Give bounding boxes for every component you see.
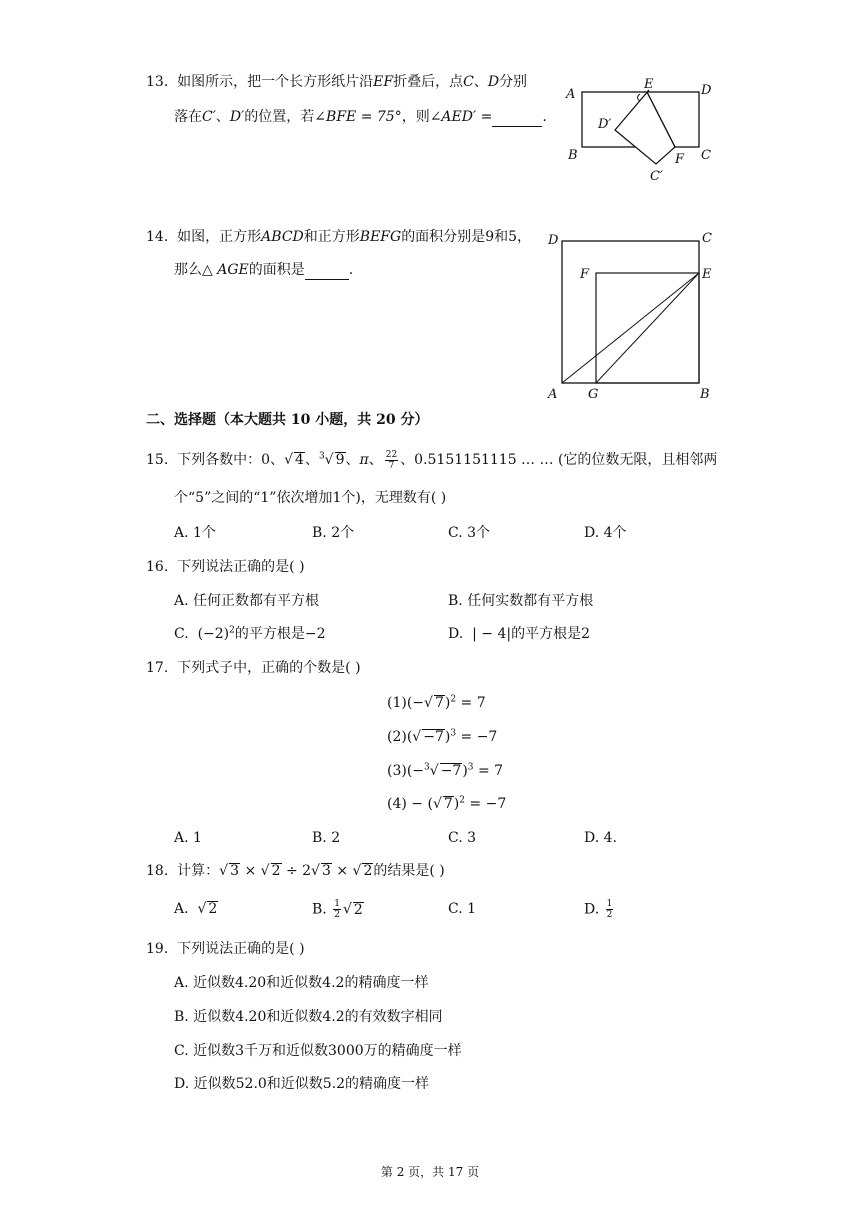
q17-option-d[interactable]: D. 4. bbox=[584, 830, 617, 846]
q16-text: 下列说法正确的是( ) bbox=[177, 559, 305, 575]
expr-part: = −7 bbox=[456, 729, 498, 745]
radicand: 7 bbox=[443, 796, 453, 812]
q18-option-d[interactable] bbox=[584, 899, 615, 920]
period: . bbox=[348, 262, 354, 278]
section-title: 二、选择题 bbox=[146, 412, 216, 428]
label-e: E bbox=[644, 77, 654, 92]
answer-blank[interactable] bbox=[492, 112, 542, 127]
expr-part: ) bbox=[444, 729, 451, 745]
separator: 、 bbox=[368, 452, 383, 468]
exponent: 2 bbox=[450, 694, 457, 705]
num-0: 0 bbox=[261, 452, 271, 468]
segment-ge bbox=[596, 273, 699, 383]
angle-aed: ∠AED′ = bbox=[429, 109, 493, 125]
q15-line1: 15. 下列各数中：0、√ 4、$^3$√ 9、π、 $\frac{22}{7}$ 、0.5151151115 … … (它的位数无限，且相邻两 bbox=[146, 449, 718, 471]
folded-flap bbox=[615, 90, 675, 164]
q13-text: 的位置，若 bbox=[244, 109, 315, 125]
q19-option-a[interactable]: A. 近似数4.20和近似数4.2的精确度一样 bbox=[174, 975, 429, 991]
operator: × bbox=[240, 863, 261, 879]
q17-expr-4: (4) − (√ 7)$^2$ = −7 bbox=[387, 795, 507, 812]
label-b: B bbox=[568, 148, 578, 163]
radicand: −7 bbox=[440, 763, 462, 779]
q16-option-c[interactable] bbox=[174, 624, 326, 644]
q15-text: 个“5”之间的“1”依次增加 bbox=[174, 490, 333, 506]
separator: 、 bbox=[270, 452, 285, 468]
q17-number: 17. bbox=[146, 660, 169, 676]
q19-number: 19. bbox=[146, 941, 169, 957]
var-abcd: ABCD bbox=[261, 229, 304, 245]
q14-figure bbox=[540, 226, 720, 406]
label-c: C bbox=[701, 148, 711, 163]
q18-option-c[interactable]: C. 1 bbox=[448, 901, 477, 917]
answer-blank[interactable] bbox=[305, 265, 349, 280]
q16-option-a[interactable]: A. 任何正数都有平方根 bbox=[174, 593, 320, 609]
expr-part: (2)( bbox=[387, 729, 413, 745]
q15-text: 个 bbox=[341, 490, 356, 506]
var-c-prime: C′ bbox=[202, 109, 216, 125]
cbrt-index: 3 bbox=[318, 451, 325, 462]
section-subtitle: （本大题共 10 小题，共 20 分） bbox=[216, 412, 429, 428]
option-label: D. bbox=[448, 626, 464, 642]
q19-stem bbox=[146, 939, 305, 959]
label-g: G bbox=[588, 387, 599, 402]
q13-line1 bbox=[146, 72, 527, 92]
q15-text: )，无理数有( ) bbox=[355, 490, 447, 506]
q18-option-b[interactable]: B. $\frac{1}{2}$ √ 2 bbox=[312, 899, 363, 920]
radicand: −7 bbox=[423, 729, 444, 745]
fraction-numerator: 1 bbox=[334, 899, 340, 909]
label-d: D bbox=[548, 233, 559, 248]
q15-number: 15. bbox=[146, 452, 169, 468]
operator: × bbox=[331, 863, 353, 879]
label-d: D bbox=[701, 83, 712, 98]
exponent: 2 bbox=[229, 625, 235, 636]
exponent: 3 bbox=[467, 762, 474, 773]
radicand: 3 bbox=[230, 863, 240, 879]
radicand: 3 bbox=[321, 863, 331, 879]
var-d: D bbox=[487, 74, 500, 90]
q18-option-a[interactable]: A. √ 2 bbox=[174, 901, 218, 917]
separator: 、 bbox=[215, 109, 230, 125]
fraction-numerator: 22 bbox=[385, 449, 398, 460]
option-label: D. bbox=[584, 901, 600, 918]
num-9: 9 bbox=[485, 229, 495, 245]
radicand: 2 bbox=[271, 863, 281, 879]
q15-text: 它的位数无限，且相邻两 bbox=[563, 452, 718, 468]
sqrt-4: 4 bbox=[295, 452, 304, 468]
var-befg: BEFG bbox=[359, 229, 402, 245]
exponent: 3 bbox=[450, 728, 457, 739]
expr-part: ) bbox=[453, 796, 460, 812]
q15-option-a[interactable]: A. 1个 bbox=[174, 525, 216, 541]
q14-text: 的面积分别是 bbox=[401, 229, 486, 245]
num-5: 5 bbox=[508, 229, 518, 245]
var-age: AGE bbox=[217, 262, 249, 278]
label-e: E bbox=[702, 267, 712, 282]
square-abcd bbox=[562, 241, 699, 383]
label-a: A bbox=[566, 87, 576, 102]
q14-text: 那么 bbox=[174, 262, 202, 278]
q18-text: 的结果是( ) bbox=[373, 863, 445, 879]
q14-text: 如图，正方形 bbox=[177, 229, 262, 245]
q13-text: 折叠后，点 bbox=[393, 74, 464, 90]
q17-expr-3: $(3)(-^3√ -7)^3 = 7$ bbox=[387, 762, 504, 779]
label-b: B bbox=[700, 387, 710, 402]
operator: ÷ 2 bbox=[281, 863, 312, 879]
label-d-prime: D′ bbox=[598, 117, 612, 132]
period: . bbox=[542, 109, 547, 125]
section-heading bbox=[146, 410, 428, 430]
q13-text: 分别 bbox=[499, 74, 528, 90]
segment-ae bbox=[562, 273, 699, 383]
separator: 、 bbox=[345, 452, 360, 468]
expr-part: = 7 bbox=[456, 695, 486, 711]
q15-option-c[interactable]: C. 3个 bbox=[448, 525, 491, 541]
num-1: 1 bbox=[332, 490, 342, 506]
q18-number: 18. bbox=[146, 863, 169, 879]
q17-option-c[interactable]: C. 3 bbox=[448, 830, 477, 846]
expr-part: = 7 bbox=[473, 763, 504, 779]
label-c: C bbox=[702, 231, 712, 246]
radicand: 2 bbox=[208, 901, 218, 917]
q14-text: 和正方形 bbox=[303, 229, 360, 245]
q19-option-d[interactable]: D. 近似数52.0和近似数5.2的精确度一样 bbox=[174, 1076, 430, 1092]
expr-part: (3)(− bbox=[387, 763, 425, 779]
fraction bbox=[333, 899, 341, 920]
option-label: B. bbox=[312, 901, 327, 918]
option-text: 的平方根是−2 bbox=[234, 626, 326, 642]
q18-text: 计算： bbox=[177, 863, 220, 879]
label-a: A bbox=[548, 387, 558, 402]
q17-expr-2: (2)(√ −7)$^3$ = −7 bbox=[387, 728, 498, 745]
q15-line2 bbox=[174, 488, 446, 508]
q17-option-a[interactable]: A. 1 bbox=[174, 830, 202, 846]
fraction-numerator: 1 bbox=[606, 899, 613, 909]
option-label: A. bbox=[174, 901, 189, 917]
q15-option-d[interactable]: D. 4个 bbox=[584, 525, 627, 541]
decimal-number: 0.5151151115 … … ( bbox=[414, 452, 564, 468]
radicand: 2 bbox=[353, 901, 363, 918]
pi: π bbox=[359, 452, 369, 468]
label-f: F bbox=[580, 267, 590, 282]
q14-text: 和 bbox=[494, 229, 509, 245]
separator: 、 bbox=[400, 452, 415, 468]
q17-option-b[interactable]: B. 2 bbox=[312, 830, 341, 846]
q16-option-d[interactable] bbox=[448, 624, 590, 644]
radicand: 7 bbox=[434, 695, 444, 711]
expr-part: (1)(− bbox=[387, 695, 425, 711]
q16-stem bbox=[146, 557, 305, 577]
q15-text: 下列各数中： bbox=[177, 452, 262, 468]
angle-mark bbox=[638, 94, 641, 101]
comma: ， bbox=[517, 229, 532, 245]
q14-line2 bbox=[174, 260, 353, 280]
expr-part: (4) − ( bbox=[387, 796, 433, 812]
q14-text: 的面积是 bbox=[248, 262, 305, 278]
label-c-prime: C′ bbox=[650, 169, 663, 184]
expression: | − 4| bbox=[472, 626, 512, 642]
angle-bfe: ∠BFE = 75° bbox=[314, 109, 402, 125]
fraction-22-7 bbox=[385, 450, 398, 471]
q13-text: ，则 bbox=[401, 109, 430, 125]
fraction-denominator: 2 bbox=[606, 910, 613, 920]
fraction bbox=[606, 899, 614, 920]
q16-number: 16. bbox=[146, 559, 169, 575]
option-text: 的平方根是2 bbox=[511, 626, 590, 642]
var-c: C bbox=[463, 74, 474, 90]
q13-number: 13. bbox=[146, 74, 169, 90]
expr-part: ) bbox=[462, 763, 468, 779]
q14-line1 bbox=[146, 227, 531, 247]
q13-line2 bbox=[174, 107, 547, 127]
q19-option-b[interactable]: B. 近似数4.20和近似数4.2的有效数字相同 bbox=[174, 1009, 443, 1025]
label-f: F bbox=[675, 152, 685, 167]
fraction-denominator: 2 bbox=[334, 910, 340, 920]
fraction-denominator: 7 bbox=[388, 460, 395, 471]
q13-text: 如图所示，把一个长方形纸片沿 bbox=[177, 74, 374, 90]
q19-option-c[interactable]: C. 近似数3千万和近似数3000万的精确度一样 bbox=[174, 1043, 462, 1059]
q15-option-b[interactable]: B. 2个 bbox=[312, 525, 355, 541]
option-label: C. bbox=[174, 626, 189, 642]
cbrt-index: 3 bbox=[424, 762, 430, 773]
expression: (−2) bbox=[197, 626, 230, 642]
q17-expr-1: (1)(−√ 7)$^2$ = 7 bbox=[387, 694, 486, 711]
triangle-symbol: △ bbox=[202, 262, 213, 278]
radicand: 2 bbox=[363, 863, 373, 879]
page-footer: 第 2 页，共 17 页 bbox=[380, 1165, 480, 1179]
expr-part: ) bbox=[444, 695, 451, 711]
q13-text: 落在 bbox=[174, 109, 202, 125]
cbrt-9: 9 bbox=[335, 452, 345, 468]
exponent: 2 bbox=[459, 795, 465, 806]
q18-stem: 18. 计算：√ 3 × √ 2 ÷ 2√ 3 × √ 2的结果是( ) bbox=[146, 863, 445, 879]
q17-text: 下列式子中，正确的个数是( ) bbox=[177, 660, 361, 676]
q19-text: 下列说法正确的是( ) bbox=[177, 941, 305, 957]
q14-number: 14. bbox=[146, 229, 169, 245]
expr-part: = −7 bbox=[464, 796, 507, 812]
var-d-prime: D′ bbox=[229, 109, 245, 125]
q17-stem bbox=[146, 658, 361, 678]
separator: 、 bbox=[304, 452, 319, 468]
q16-option-b[interactable]: B. 任何实数都有平方根 bbox=[448, 593, 594, 609]
q13-figure bbox=[560, 74, 720, 186]
var-ef: EF bbox=[373, 74, 394, 90]
separator: 、 bbox=[473, 74, 488, 90]
